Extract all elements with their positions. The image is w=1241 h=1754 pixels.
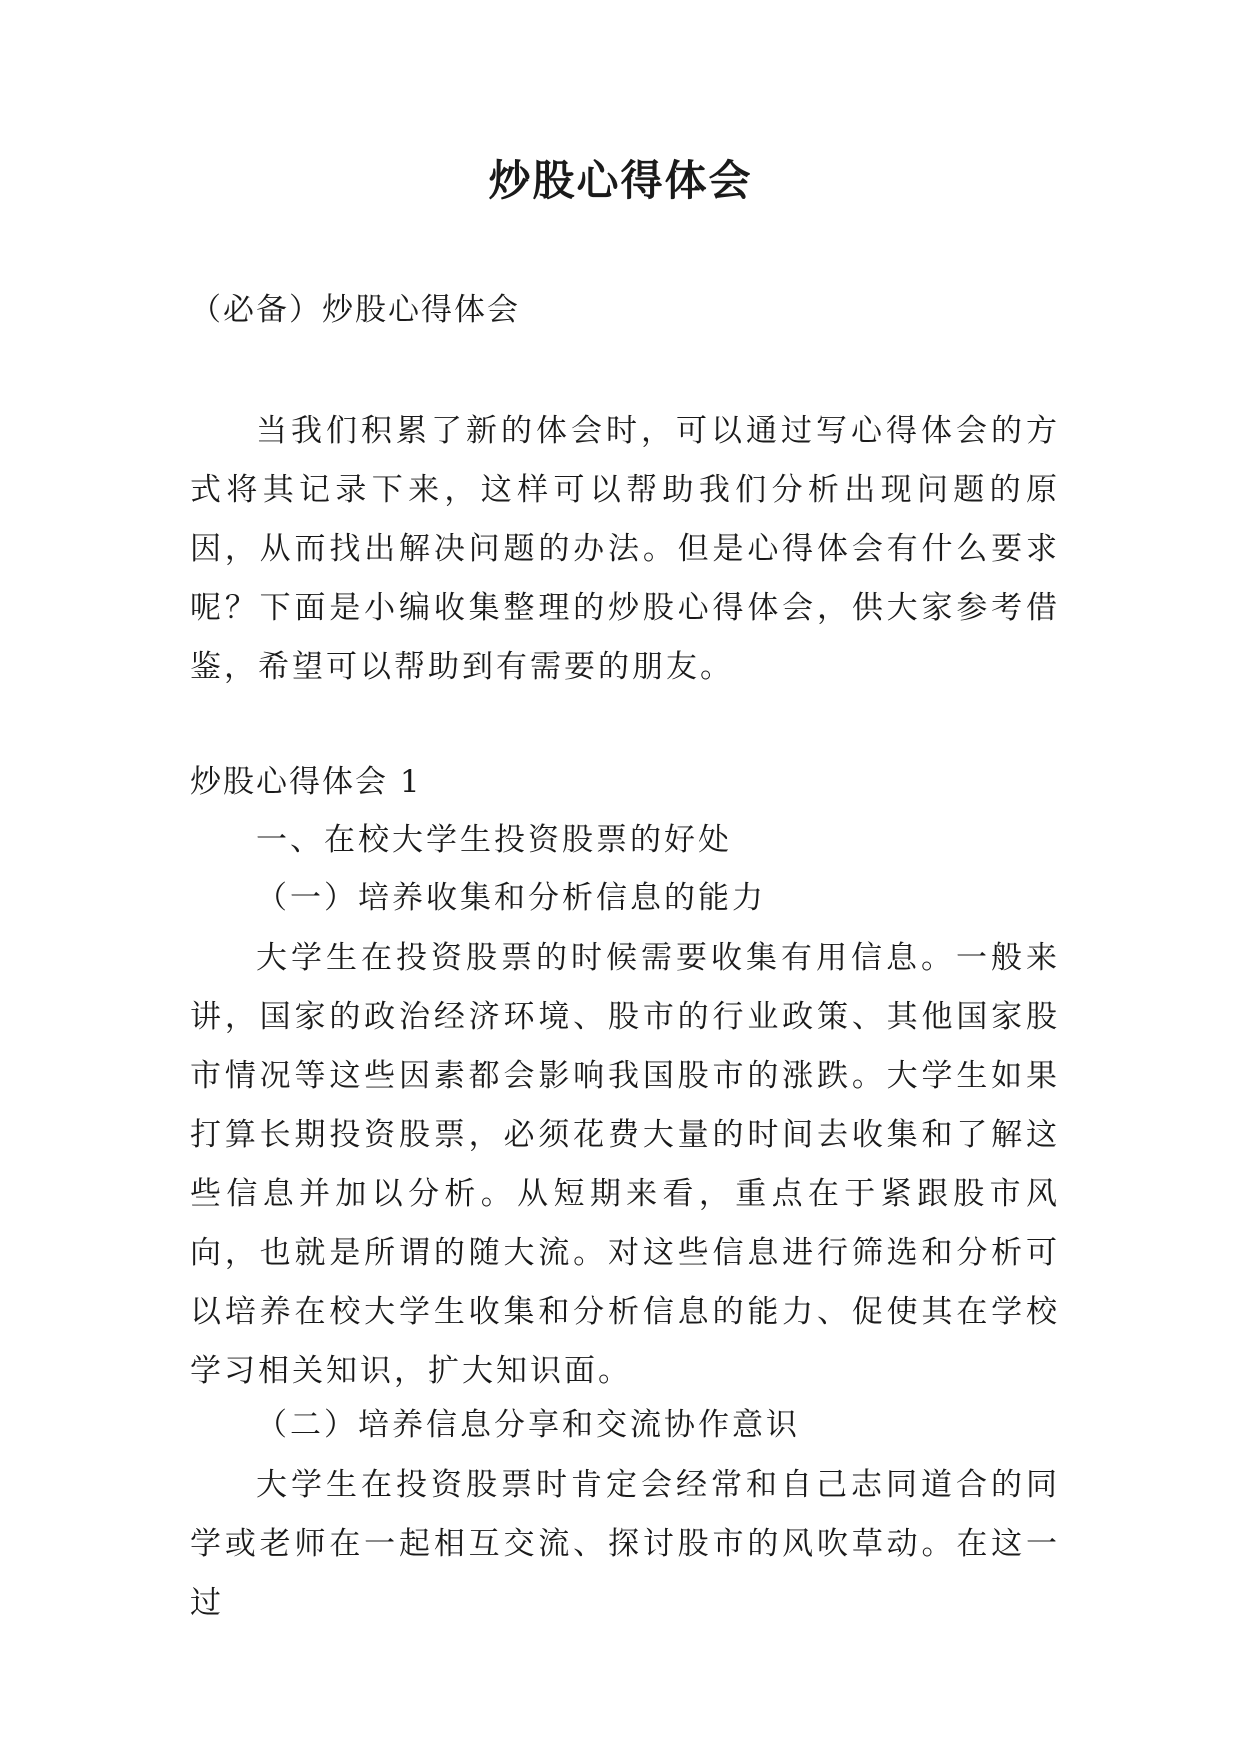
subsection-paragraph: 大学生在投资股票的时候需要收集有用信息。一般来讲，国家的政治经济环境、股市的行业政策、其他国家股市情况等这些因素都会影响我国股市的涨跌。大学生如果打算长期投资股票，必须花费大量的时间去收集和了解这些信息并加以分析。从短期来看，重点在于紧跟股市风向，也就是所谓的随大流。对这些信息进行筛选和分析可以培养在校大学生收集和分析信息的能力、促使其在学校学习相关知识，扩大知识面。 <box>190 940 1060 1389</box>
document-title: 炒股心得体会 <box>488 156 753 205</box>
subsection-heading: （一）培养收集和分析信息的能力 <box>256 880 766 916</box>
intro-paragraph: 当我们积累了新的体会时，可以通过写心得体会的方式将其记录下来，这样可以帮助我们分析出现问题的原因，从而找出解决问题的办法。但是心得体会有什么要求呢？下面是小编收集整理的炒股心得体会，供大家参考借鉴，希望可以帮助到有需要的朋友。 <box>190 413 1060 685</box>
section-title: 炒股心得体会 1 <box>190 764 422 800</box>
subsection-heading: （二）培养信息分享和交流协作意识 <box>256 1407 800 1443</box>
subsection-paragraph: 大学生在投资股票时肯定会经常和自己志同道合的同学或老师在一起相互交流、探讨股市的风吹草动。在这一过 <box>190 1467 1060 1621</box>
section-heading: 一、在校大学生投资股票的好处 <box>256 822 732 858</box>
document-subtitle: （必备）炒股心得体会 <box>190 292 520 328</box>
